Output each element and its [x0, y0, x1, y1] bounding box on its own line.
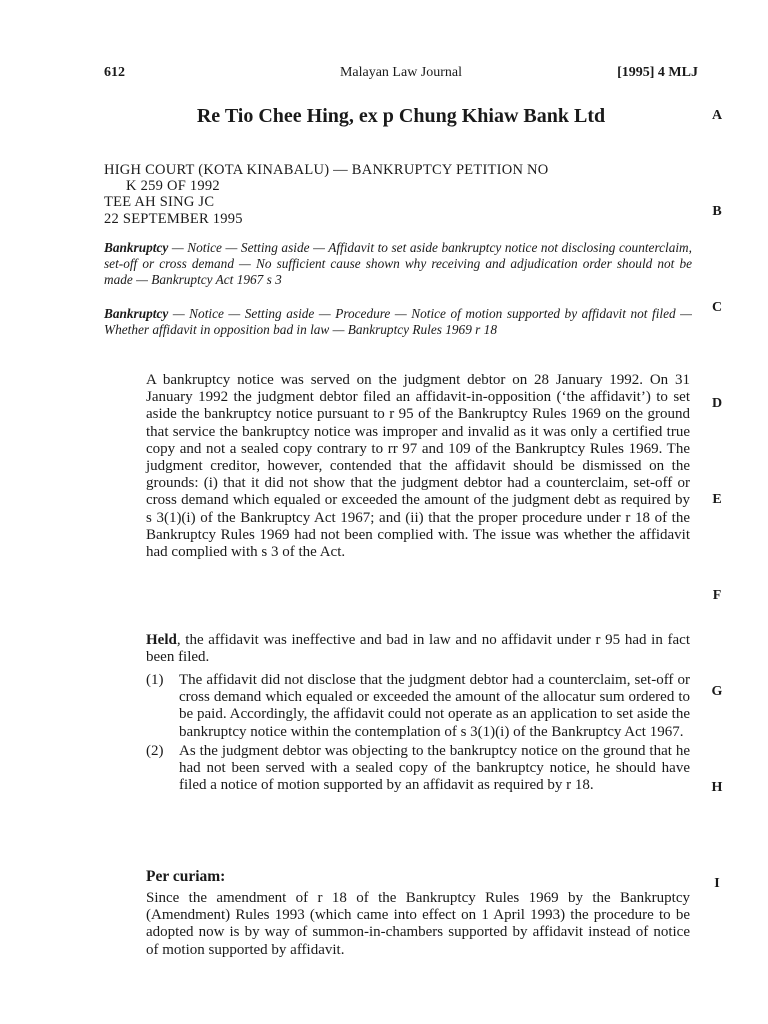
- margin-letter-a: A: [711, 108, 723, 123]
- holdings-list: [146, 672, 690, 796]
- holding-number: (2): [146, 742, 164, 759]
- held-paragraph: [146, 632, 690, 666]
- margin-letter-e: E: [712, 492, 722, 507]
- journal-name: Malayan Law Journal: [339, 65, 463, 80]
- per-curiam-paragraph: Since the amendment of r 18 of the Bankruptcy Rules 1969 by the Bankruptcy (Amendment) Rules 1993 (which came into effect on 1 April 1993) the procedure to be adopted now is by way of summon-in-chambers supported by affidavit instead of notice of motion supported by affidavit.: [146, 890, 690, 958]
- catchword-text: — Notice — Setting aside — Affidavit to set aside bankruptcy notice not disclosing counterclaim, set-off or cross demand — No sufficient cause shown why receiving and adjudication order should not be made — Bankruptcy Act 1967 s 3: [104, 240, 692, 287]
- margin-letter-g: G: [711, 684, 723, 699]
- catchwords-1: [104, 240, 692, 288]
- catchword-keyword: Bankruptcy: [104, 240, 169, 255]
- court-info: [104, 162, 694, 227]
- catchword-text: — Notice — Setting aside — Procedure — Notice of motion supported by affidavit not filed — Whether affidavit in opposition bad in law — Bankruptcy Rules 1969 r 18: [104, 306, 692, 337]
- catchwords-2: [104, 306, 692, 338]
- case-number: K 259 OF 1992: [126, 178, 220, 195]
- journal-citation: [1995] 4 MLJ: [617, 65, 698, 80]
- holding-number: (1): [146, 672, 164, 688]
- judgment-date: 22 SEPTEMBER 1995: [104, 210, 243, 227]
- holding-text: The affidavit did not disclose that the judgment debtor had a counterclaim, set-off or cross demand which equaled or exceeded the amount of the allocatur sum ordered to be paid. Accordingly, the affidavit could not operate as an application to set aside the bankruptcy notice within the contemplation of s 3(1)(i) of the Bankruptcy Act 1967.: [179, 672, 690, 740]
- judge-name: TEE AH SING JC: [104, 194, 215, 211]
- margin-letter-d: D: [711, 396, 723, 411]
- page-number: 612: [104, 65, 125, 80]
- per-curiam-heading: Per curiam:: [146, 868, 226, 885]
- held-label: Held: [146, 632, 177, 648]
- margin-letter-b: B: [712, 204, 722, 219]
- holding-item: [146, 743, 690, 795]
- case-title: Re Tio Chee Hing, ex p Chung Khiaw Bank Ltd: [196, 105, 606, 127]
- holding-text: As the judgment debtor was objecting to the bankruptcy notice on the ground that he had not been served with a sealed copy of the bankruptcy notice, he should have filed a notice of motion supported by an affidavit as required by r 18.: [179, 742, 690, 794]
- catchword-keyword: Bankruptcy: [104, 306, 169, 321]
- holding-item: [146, 672, 690, 741]
- margin-letter-f: F: [712, 588, 722, 603]
- margin-letter-i: I: [714, 876, 720, 891]
- margin-letter-h: H: [711, 780, 723, 795]
- held-text: , the affidavit was ineffective and bad in law and no affidavit under r 95 had in fact been filed.: [146, 632, 690, 666]
- margin-letter-c: C: [711, 300, 723, 315]
- headnote-paragraph: A bankruptcy notice was served on the judgment debtor on 28 January 1992. On 31 January 1992 the judgment debtor filed an affidavit-in-opposition (‘the affidavit’) to set aside the bankruptcy notice pursuant to r 95 of the Bankruptcy Rules 1969 on the ground that service the bankruptcy notice was improper and invalid as it was only a certified true copy and not a sealed copy contrary to rr 97 and 109 of the Bankruptcy Rules 1969. The judgment creditor, however, contended that the affidavit should be dismissed on the grounds: (i) that it did not show that the judgment debtor had a counterclaim, set-off or cross demand which equaled or exceeded the amount of the judgment debt as required by s 3(1)(i) of the Bankruptcy Act 1967; and (ii) that the proper procedure under r 18 of the Bankruptcy Rules 1969 had not been complied with. The issue was whether the affidavit had complied with s 3 of the Act.: [146, 372, 690, 561]
- court-line: HIGH COURT (KOTA KINABALU) — BANKRUPTCY PETITION NO: [104, 162, 549, 178]
